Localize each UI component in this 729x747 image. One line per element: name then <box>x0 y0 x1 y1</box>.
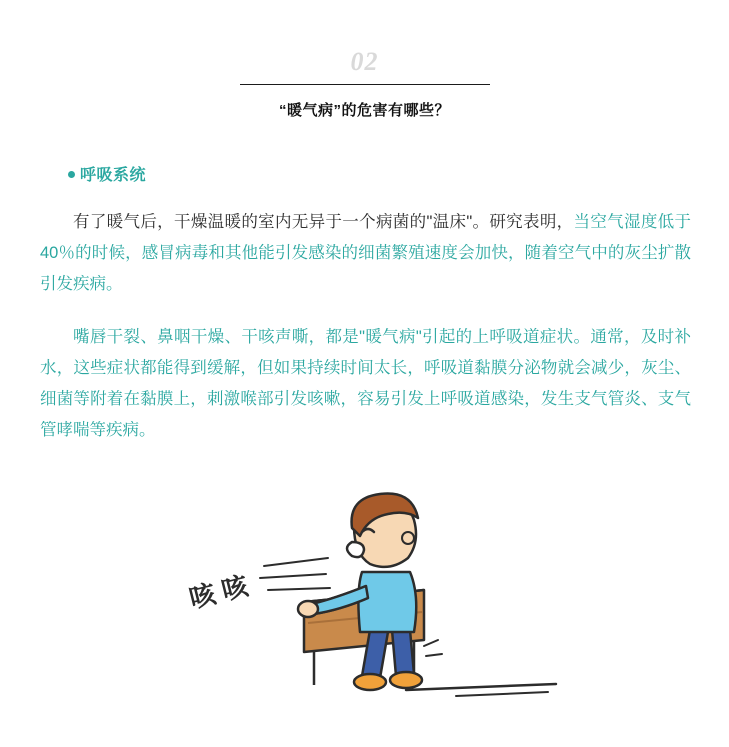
page-title: “暖气病”的危害有哪些？ <box>278 102 450 119</box>
header-divider <box>240 84 490 85</box>
illustration-svg <box>156 480 576 705</box>
subsection-heading-label: 呼吸系统 <box>80 167 147 184</box>
article-header <box>0 48 729 120</box>
paragraph-2: 嘴唇干裂、鼻咽干燥、干咳声嘶，都是"暖气病"引起的上呼吸道症状。通常，及时补水，这些症状都能得到缓解，但如果持续时间太长，呼吸道黏膜分泌物就会减少，灰尘、细菌等附着在黏膜上，刺激喉部引发咳嗽，容易引发上呼吸道感染，发生支气管炎、支气管哮喘等疾病。 <box>40 328 691 439</box>
paragraph-1-lead: 有了暖气后，干燥温暖的室内无异于一个病菌的"温床"。研究表明， <box>73 213 574 231</box>
onomatopoeia-text: 咳 咳 <box>185 570 251 614</box>
illustration-coughing-boy <box>40 480 691 705</box>
document-page <box>0 48 729 747</box>
paragraph-1-tail: 感冒病毒和其他能引发感染的细菌繁殖速度会加快，随着空气中的灰尘扩散引发疾病。 <box>40 244 691 293</box>
paragraph-1-highlight: 当空气湿度低于40％的时候， <box>40 213 692 262</box>
subsection-heading <box>68 162 691 185</box>
breath-lines <box>260 558 330 590</box>
section-number: 02 <box>350 47 379 76</box>
paragraph-1 <box>40 207 691 300</box>
article-body <box>40 162 691 705</box>
bullet-dot-icon <box>68 171 75 178</box>
